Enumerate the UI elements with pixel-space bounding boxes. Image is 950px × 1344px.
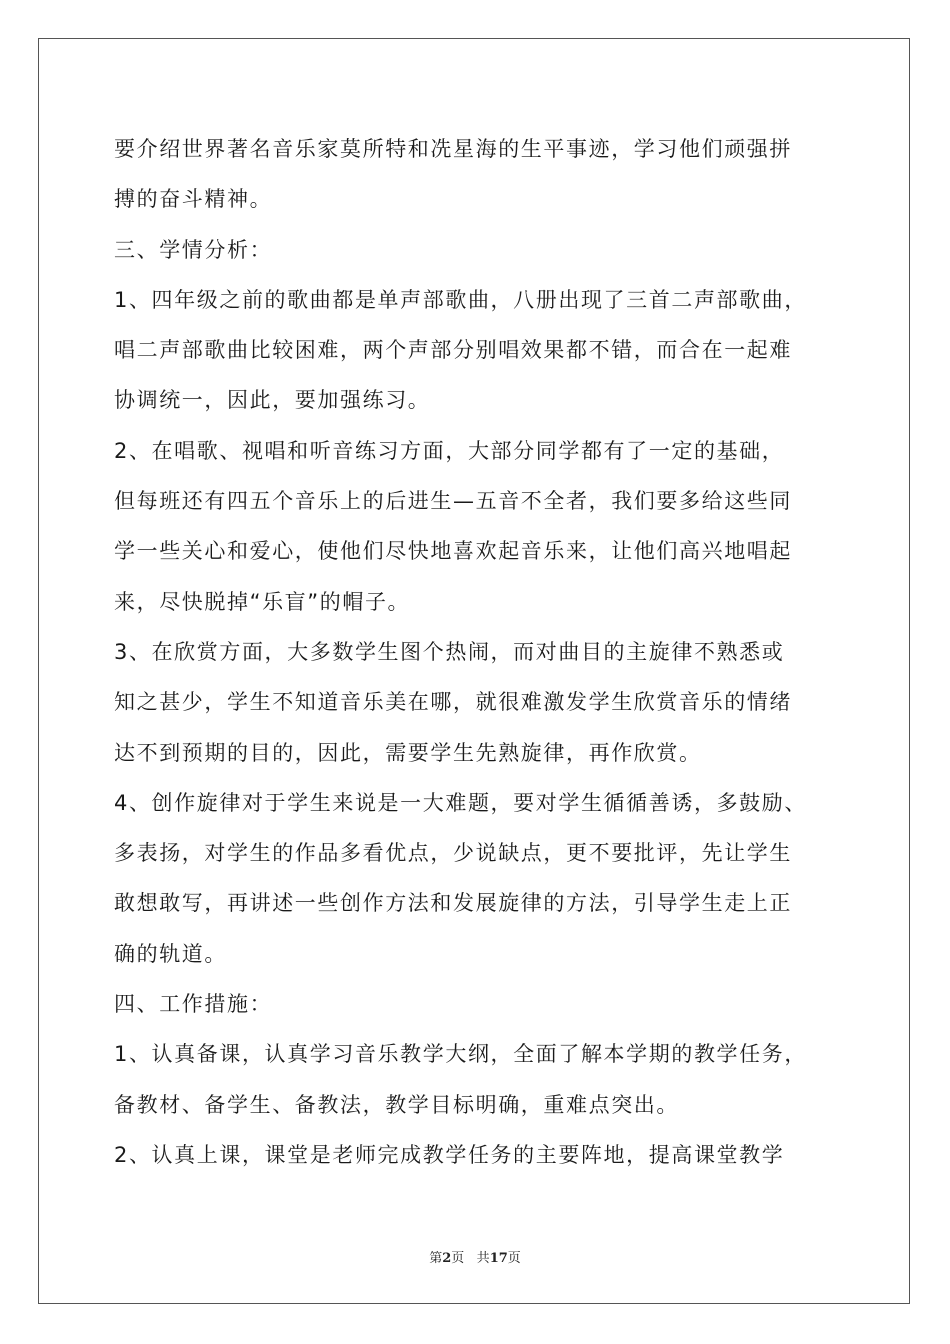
text-line: 备教材、备学生、备教法，教学目标明确，重难点突出。 <box>114 1092 679 1117</box>
text-line: 多表扬，对学生的作品多看优点，少说缺点，更不要批评，先让学生 <box>114 841 792 866</box>
text-line: 协调统一，因此，要加强练习。 <box>114 388 431 413</box>
page-prefix: 第 <box>429 1251 443 1266</box>
text-line: 知之甚少，学生不知道音乐美在哪，就很难激发学生欣赏音乐的情绪 <box>114 690 792 715</box>
text-line: 唱二声部歌曲比较困难，两个声部分别唱效果都不错，而合在一起难 <box>114 338 792 363</box>
text-line: 来，尽快脱掉“乐盲”的帽子。 <box>114 589 411 614</box>
page-footer <box>0 1247 950 1266</box>
total-pages: 17 <box>489 1251 508 1266</box>
text-line: 达不到预期的目的，因此，需要学生先熟旋律，再作欣赏。 <box>114 740 702 765</box>
text-line: 2、认真上课，课堂是老师完成教学任务的主要阵地，提高课堂教学 <box>114 1142 785 1167</box>
document-body <box>114 124 844 1180</box>
text-line: 要介绍世界著名音乐家莫所特和冼星海的生平事迹，学习他们顽强拼 <box>114 137 792 161</box>
page-number: 2 <box>442 1251 452 1266</box>
section-heading: 三、学情分析： <box>114 237 273 262</box>
text-line: 学一些关心和爱心，使他们尽快地喜欢起音乐来，让他们高兴地唱起 <box>114 539 792 564</box>
total-suffix: 页 <box>507 1251 521 1266</box>
section-heading: 四、工作措施： <box>114 992 273 1017</box>
text-line: 4、创作旋律对于学生来说是一大难题，要对学生循循善诱，多鼓励、 <box>114 790 807 815</box>
text-line: 搏的奋斗精神。 <box>114 187 273 212</box>
text-line: 3、在欣赏方面，大多数学生图个热闹，而对曲目的主旋律不熟悉或 <box>114 639 785 664</box>
text-line: 敢想敢写，再讲述一些创作方法和发展旋律的方法，引导学生走上正 <box>114 891 792 916</box>
page-suffix: 页 <box>451 1251 465 1266</box>
text-line: 1、四年级之前的歌曲都是单声部歌曲，八册出现了三首二声部歌曲， <box>114 287 807 312</box>
total-prefix: 共 <box>476 1251 490 1266</box>
text-line: 2、在唱歌、视唱和听音练习方面，大部分同学都有了一定的基础， <box>114 438 785 463</box>
text-line: 但每班还有四五个音乐上的后进生—五音不全者，我们要多给这些同 <box>114 489 792 514</box>
text-line: 确的轨道。 <box>114 941 227 966</box>
text-line: 1、认真备课，认真学习音乐教学大纲，全面了解本学期的教学任务， <box>114 1042 807 1067</box>
